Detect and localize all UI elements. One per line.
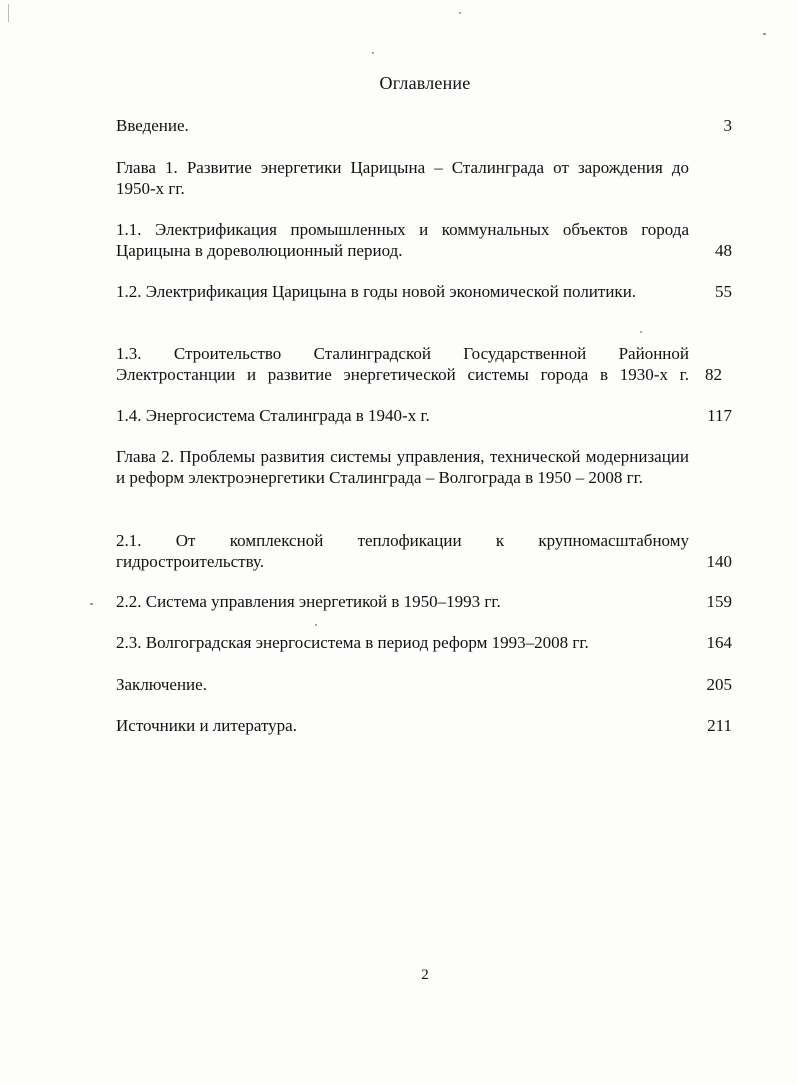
toc-entry-text: 1.4. Энергосистема Сталинграда в 1940-х г.	[116, 406, 430, 425]
toc-entry-page: 55	[715, 282, 732, 301]
toc-entry-page: 48	[715, 241, 732, 260]
toc-entry-sources	[116, 715, 732, 736]
toc-entry-text: Введение.	[116, 116, 189, 135]
scan-mark	[8, 4, 9, 22]
toc-entry-section-2-1	[116, 530, 732, 572]
toc-entry-conclusion	[116, 674, 732, 695]
toc-entry-section-1-4	[116, 405, 732, 426]
toc-entry-page: 140	[706, 552, 732, 571]
toc-entry-page: 205	[706, 675, 732, 694]
toc-entry-page: 211	[707, 716, 732, 735]
toc-entry-section-1-3	[116, 343, 732, 385]
toc-entry-text: 2.1. От комплексной теплофикации к крупномасштабному гидростроительству.	[116, 531, 689, 571]
toc-entry-text: Глава 1. Развитие энергетики Царицына – Сталинграда от зарождения до 1950-х гг.	[116, 158, 689, 198]
toc-entry-text: Заключение.	[116, 675, 207, 694]
scan-speck	[372, 52, 374, 54]
toc-entry-page: 164	[706, 633, 732, 652]
toc-entry-text: 1.2. Электрификация Царицына в годы новой экономической политики.	[116, 282, 637, 301]
toc-entry-text: Источники и литература.	[116, 716, 297, 735]
scan-speck	[640, 331, 642, 333]
toc-entry-page: 159	[706, 592, 732, 611]
toc-entry-chapter-1	[116, 157, 732, 199]
toc-entry-page: 117	[707, 406, 732, 425]
toc-entry-text: Глава 2. Проблемы развития системы управления, технической модернизации и реформ электроэнергетики Сталинграда – Волгограда в 1950 – 2008 гг.	[116, 447, 689, 487]
toc-entry-page: 3	[723, 116, 732, 135]
toc-entry-section-2-2	[116, 591, 732, 612]
toc-entry-introduction	[116, 115, 732, 136]
scan-speck	[90, 603, 93, 605]
toc-entry-text: 1.3. Строительство Сталинградской Государственной Районной Электростанции и развитие энергетической системы города в 1930-х г.	[116, 344, 689, 384]
toc-entry-text: 2.3. Волгоградская энергосистема в период реформ 1993–2008 гг.	[116, 633, 589, 652]
toc-entry-section-1-2	[116, 281, 732, 302]
toc-entry-section-2-3	[116, 632, 732, 653]
toc-entry-text: 1.1. Электрификация промышленных и коммунальных объектов города Царицына в дореволюционный период.	[116, 220, 689, 260]
toc-entry-section-1-1	[116, 219, 732, 261]
scan-speck	[315, 624, 317, 626]
scan-speck	[459, 12, 461, 14]
toc-entry-page: 82	[705, 365, 722, 384]
toc-entry-text: 2.2. Система управления энергетикой в 1950–1993 гг.	[116, 592, 501, 611]
toc-entry-chapter-2	[116, 446, 732, 488]
scan-speck	[763, 33, 766, 35]
page-number: 2	[421, 967, 429, 983]
toc-title: Оглавление	[379, 73, 471, 93]
